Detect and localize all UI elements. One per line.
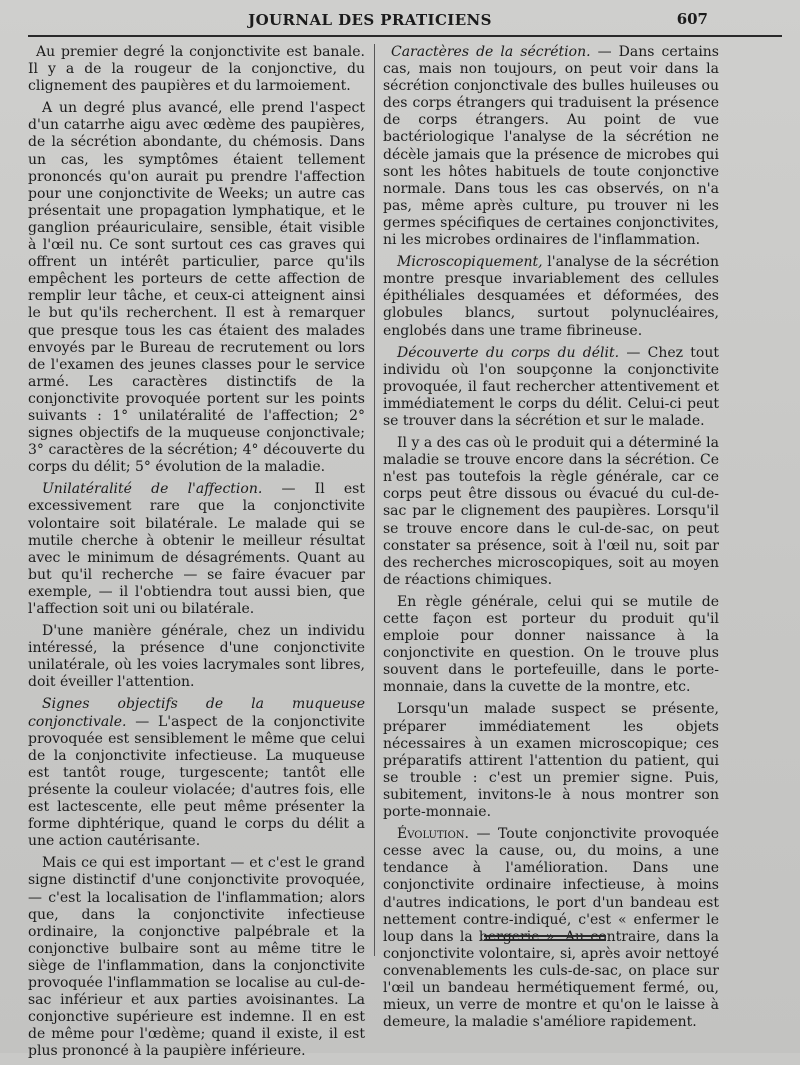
section-paragraph-unilateralite	[28, 481, 365, 618]
section-paragraph-corps-du-delit	[383, 345, 719, 430]
journal-title: JOURNAL DES PRATICIENS	[248, 11, 492, 29]
section-lead: Évolution.	[397, 826, 470, 843]
section-lead: Découverte du corps du délit.	[397, 344, 620, 361]
section-lead: Microscopiquement,	[397, 254, 543, 271]
paragraph-body: — Toute conjonctivite provoquée cesse avec la cause, ou, du moins, a une tendance à l'amélioration. Dans une conjonctivite ordinaire infectieuse, à moins d'autres indications, le port d'un bandeau est nettement contre-indiqué, c'est « enfermer le loup dans la bergerie ». Au contraire, dans la conjonctivite volontaire, si, après avoir nettoyé convenablements les culs-de-sac, on place sur l'œil un bandeau hermétiquement fermé, ou, mieux, un verre de montre et qu'on le laisse à demeure, la maladie s'améliore rapidement.	[383, 826, 719, 1031]
paragraph-body: — Il est excessivement rare que la conjonctivite volontaire soit bilatérale. Le malade qui se mutile cherche à obtenir le meilleur résultat avec le minimum de désagréments. Quant au but qu'il recherche — se faire évacuer par exemple, — il l'obtiendra tout aussi bien, que l'affection soit uni ou bilatérale.	[28, 481, 365, 617]
running-header	[28, 8, 712, 32]
paragraph: En règle générale, celui qui se mutile de cette façon est porteur du produit qu'il emploie pour donner naissance à la conjonctivite en question. On le trouve plus souvent dans le portefeuille, dans le porte-monnaie, dans la cuvette de la montre, etc.	[383, 593, 719, 696]
section-lead: Unilatéralité de l'affection.	[42, 481, 263, 498]
paragraph-body: — Chez tout individu où l'on soupçonne la conjonctivite provoquée, il faut rechercher attentivement et immédiatement le corps du délit. Celui-ci peut se trouver dans la sécrétion et sur le malade.	[383, 344, 719, 429]
right-column	[383, 44, 719, 1036]
section-lead: Signes objectifs de la muqueuse conjonctivale.	[28, 696, 365, 730]
paragraph: Il y a des cas où le produit qui a déterminé la maladie se trouve encore dans la sécrétion. Ce n'est pas toutefois la règle générale, car ce corps peut être dissous ou évacué du cul-de-sac par le clignement des paupières. Lorsqu'il se trouve encore dans le cul-de-sac, on peut constater sa présence, soit à l'œil nu, soit par des recherches microscopiques, soit au moyen de réactions chimiques.	[383, 435, 719, 588]
header-rule	[28, 35, 782, 37]
section-paragraph-evolution	[383, 826, 719, 1031]
left-column	[28, 44, 365, 1065]
paragraph-body: — Dans certains cas, mais non toujours, on peut voir dans la sécrétion conjonctivale des bulles huileuses ou des corps étrangers qui traduisent la présence de corps étrangers. Au point de vue bactériologique l'analyse de la sécrétion ne décèle jamais que la présence de microbes qui sont les hôtes habituels de toute conjonctive normale. Dans tous les cas observés, on n'a pas, même après culture, pu trouver ni les germes spécifiques de certaines conjonctivites, ni les microbes ordinaires de l'inflammation.	[383, 44, 719, 249]
section-paragraph-signes	[28, 696, 365, 850]
section-lead: Caractères de la sécrétion.	[391, 44, 591, 60]
section-paragraph-secretion	[383, 44, 719, 249]
paragraph-body: l'analyse de la sécrétion montre presque invariablement des cellules épithéliales desquamées et déformées, des globules blancs, surtout polynucléaires, englobés dans une trame fibrineuse.	[383, 254, 719, 339]
paragraph: Au premier degré la conjonctivite est banale. Il y a de la rougeur de la conjonctive, du clignement des paupières et du larmoiement.	[28, 44, 365, 95]
paragraph: Mais ce qui est important — et c'est le grand signe distinctif d'une conjonctivite provoquée, — c'est la localisation de l'inflammation; alors que, dans la conjonctivite infectieuse ordinaire, la conjonctive palpébrale et la conjonctive bulbaire sont au même titre le siège de l'inflammation, dans la conjonctivite provoquée l'inflammation se localise au cul-de-sac inférieur et aux parties avoisinantes. La conjonctive supérieure est indemne. Il en est de même pour l'œdème; quand il existe, il est plus prononcé à la paupière inférieure.	[28, 855, 365, 1060]
paragraph: Lorsqu'un malade suspect se présente, préparer immédiatement les objets nécessaires à un examen microscopique; ces préparatifs attirent l'attention du patient, qui se trouble : c'est un premier signe. Puis, subitement, invitons-le à nous montrer son porte-monnaie.	[383, 701, 719, 821]
column-divider	[374, 44, 375, 956]
page-number: 607	[676, 10, 708, 28]
paragraph: A un degré plus avancé, elle prend l'aspect d'un catarrhe aigu avec œdème des paupières, de la sécrétion abondante, du chémosis. Dans un cas, les symptômes étaient tellement prononcés qu'on aurait pu prendre l'affection pour une conjonctivite de Weeks; un autre cas présentait une propagation lymphatique, et le ganglion préauriculaire, sensible, était visible à l'œil nu. Ce sont surtout ces cas graves qui offrent un intérêt particulier, parce qu'ils empêchent les porteurs de cette affection de remplir leur tâche, et ceux-ci atteignent ainsi le but qu'ils recherchent. Il est à remarquer que presque tous les cas étaient des malades envoyés par le Bureau de recrutement ou lors de l'examen des jeunes classes pour le service armé. Les caractères distinctifs de la conjonctivite provoquée portent sur les points suivants : 1° unilatéralité de l'affection; 2° signes objectifs de la muqueuse conjonctivale; 3° caractères de la sécrétion; 4° découverte du corps du délit; 5° évolution de la maladie.	[28, 100, 365, 476]
paragraph: D'une manière générale, chez un individu intéressé, la présence d'une conjonctivite unilatérale, où les voies lacrymales sont libres, doit éveiller l'attention.	[28, 623, 365, 691]
article-end-rule	[484, 935, 606, 941]
paragraph-body: — L'aspect de la conjonctivite provoquée est sensiblement le même que celui de la conjonctivite infectieuse. La muqueuse est tantôt rouge, turgescente; tantôt elle présente la couleur violacée; d'autres fois, elle est lactescente, elle peut même présenter la forme diphtérique, quand le corps du délit a une action cautérisante.	[28, 713, 365, 850]
section-paragraph-microscopie	[383, 254, 719, 339]
